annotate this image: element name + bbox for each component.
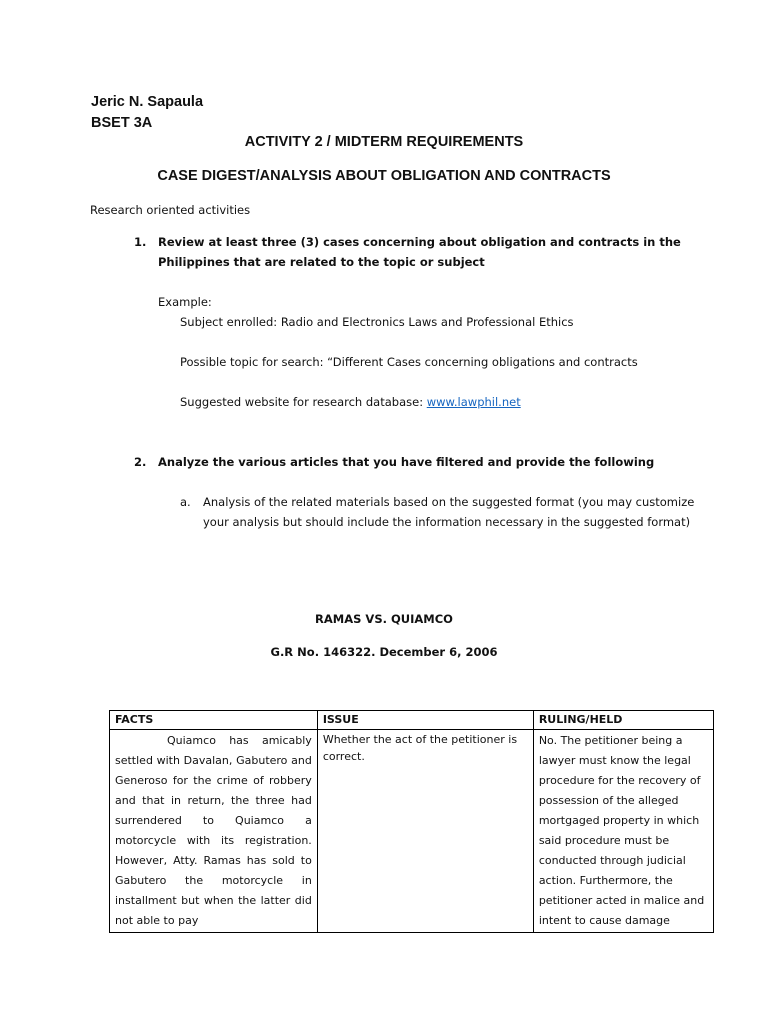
facts-cell	[110, 730, 318, 933]
item-1-count: (3)	[300, 235, 320, 249]
item-1-line-1	[158, 232, 681, 252]
item-1-line-1-end: cases concerning about obligation and contracts in the	[319, 235, 681, 249]
ruling-header: RULING/HELD	[533, 711, 713, 730]
document-title: ACTIVITY 2 / MIDTERM REQUIREMENTS	[244, 134, 524, 150]
intro-text: Research oriented activities	[90, 203, 251, 217]
case-digest-table	[109, 710, 714, 933]
item-1-line-1-start: Review at least three	[158, 235, 301, 249]
case-title: RAMAS VS. QUIAMCO	[315, 612, 453, 626]
website-label: Suggested website for research database:	[180, 395, 427, 409]
example-label: Example:	[158, 295, 212, 309]
item-2a-letter: a.	[180, 495, 191, 509]
issue-header: ISSUE	[317, 711, 533, 730]
item-2a-line-2: your analysis but should include the information necessary in the suggested format)	[203, 515, 691, 529]
example-subject: Subject enrolled: Radio and Electronics Laws and Professional Ethics	[180, 315, 574, 329]
facts-header: FACTS	[110, 711, 318, 730]
table-header-row	[110, 711, 714, 730]
document-subtitle: CASE DIGEST/ANALYSIS ABOUT OBLIGATION AND CONTRACTS	[157, 168, 611, 184]
ruling-cell: No. The petitioner being a lawyer must know the legal procedure for the recovery of possession of the alleged mortgaged property in which said procedure must be conducted through judicial action. Furthermore, the petitioner acted in malice and intent to cause damage	[533, 730, 713, 933]
item-1-number: 1.	[134, 235, 147, 249]
case-gr-number: G.R No. 146322. December 6, 2006	[270, 645, 498, 659]
example-topic: Possible topic for search: “Different Cases concerning obligations and contracts	[180, 355, 638, 369]
example-website	[180, 392, 521, 412]
item-2-number: 2.	[134, 455, 147, 469]
item-2-text: Analyze the various articles that you have filtered and provide the following	[158, 455, 655, 469]
item-2a-line-1: Analysis of the related materials based on the suggested format (you may customize	[203, 495, 695, 509]
author-section: BSET 3A	[91, 115, 153, 131]
item-1-line-2: Philippines that are related to the topic or subject	[158, 255, 485, 269]
author-name: Jeric N. Sapaula	[91, 94, 204, 110]
issue-cell: Whether the act of the petitioner is correct.	[317, 730, 533, 933]
facts-text: Quiamco has amicably settled with Davalan, Gabutero and Generoso for the crime of robbery and that in return, the three had surrendered to Quiamco a motorcycle with its registration. However, Atty. Ramas has sold to Gabutero the motorcycle in installment but when the latter did not able to pay	[115, 734, 312, 927]
table-row	[110, 730, 714, 933]
website-link[interactable]: www.lawphil.net	[426, 395, 521, 409]
